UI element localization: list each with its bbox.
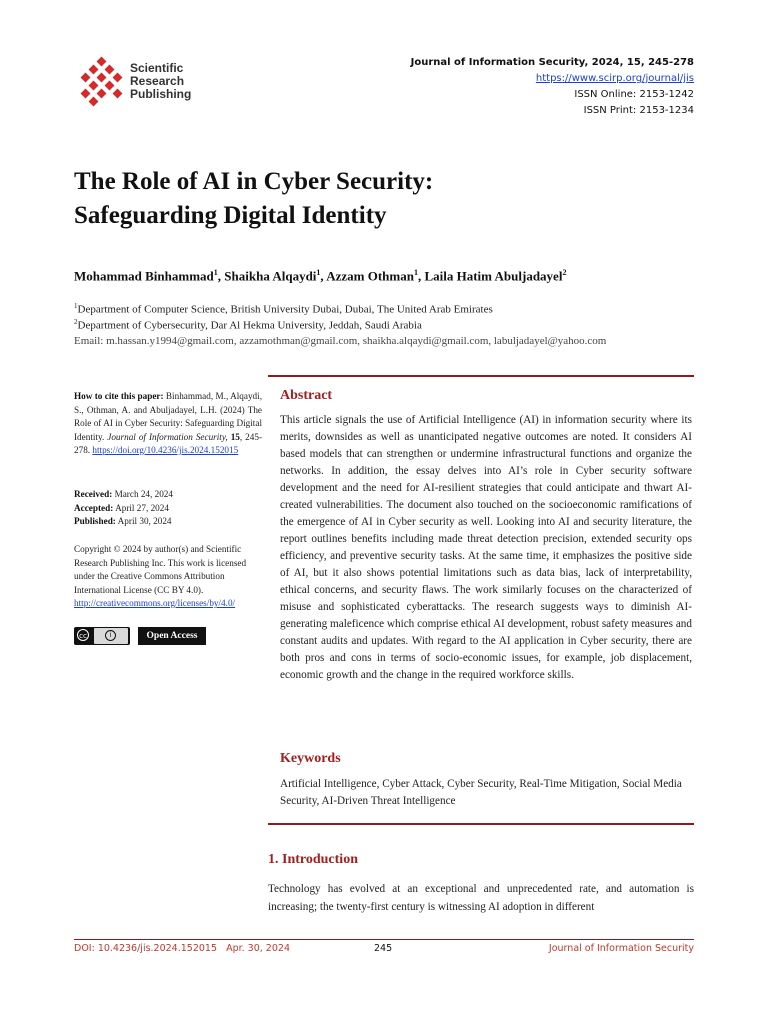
journal-url-link[interactable]: https://www.scirp.org/journal/jis: [535, 73, 694, 84]
abstract-top-rule: [268, 375, 694, 377]
author-name: Shaikha Alqaydi: [224, 268, 317, 284]
author-name: Laila Hatim Abuljadayel: [424, 268, 563, 284]
footer-journal: Journal of Information Security: [548, 943, 694, 954]
issn-online: ISSN Online: 2153-1242: [574, 89, 694, 100]
keywords-heading: Keywords: [280, 751, 341, 766]
section-heading-introduction: 1. Introduction: [268, 852, 358, 867]
journal-header: [411, 55, 694, 119]
affiliation-2: $^2$Department of Cybersecurity, Dar Al Hekma University, Jeddah, Saudi Arabia: [74, 318, 422, 332]
published-date: April 30, 2024: [117, 516, 172, 526]
cc-by-badge-icon[interactable]: cc i: [74, 627, 130, 645]
scirp-diamond-icon: [76, 56, 130, 110]
footer-date: Apr. 30, 2024: [226, 943, 290, 954]
issn-print: ISSN Print: 2153-1234: [583, 105, 694, 116]
received-date: March 24, 2024: [114, 489, 173, 499]
publisher-logo: [76, 56, 206, 112]
journal-citation: Journal of Information Security, 2024, 15, 245-278: [410, 57, 694, 68]
affiliation-1: $^1$Department of Computer Science, British University Dubai, Dubai, The United Arab Emirates: [74, 302, 493, 316]
doi-link[interactable]: https://doi.org/10.4236/jis.2024.152015: [92, 445, 239, 455]
abstract-text: This article signals the use of Artificial Intelligence (AI) in information security where its merits, downsides as well as unanticipated negative outcomes are noted. It considers AI based models that can strengthen or undermine infrastructural functions and organize the networks. In addition, the essay delves into AI’s role in Cyber security software development and the need for AI-resilient strategies that could anticipate and thwart AI-created vulnerabilities. The document also touched on the socioeconomic ramifications of the emergence of AI in Cyber security as well. Looking into AI and security literature, the report outlines benefits including made threat detection precision, extended security ops efficiency, and preventive security tasks. At the same time, it emphasizes the positive side of AI, but it also shows potential limitations such as data bias, lack of interpretability, ethical concerns, and security flaws. The work similarly focuses on the characterized of misuse and sophisticated cyberattacks. The research suggests ways to diminish AI-generating maleficence which comprise ethical AI development, robust safety measures and constant audits and updates. With regard to the AI application in Cyber security, there are both pros and cons in terms of socio-economic issues, for example, job displacement, economic growth and the change in the required workforce skills.: [280, 414, 692, 681]
author-list: Mohammad Binhammad$^1$, Shaikha Alqaydi$^1$, Azzam Othman$^1$, Laila Hatim Abuljadayel$^2$: [74, 268, 567, 284]
keywords-bottom-rule: [268, 823, 694, 825]
copyright-block: Copyright © 2024 by author(s) and Scientific Research Publishing Inc. This work is licensed under the Creative Commons Attribution International License (CC BY 4.0). http://creativecommons.org/licenses/by/4.0/: [74, 544, 247, 608]
paper-title: The Role of AI in Cyber Security: Safeguarding Digital Identity: [74, 168, 434, 229]
author-name: Mohammad Binhammad: [74, 268, 214, 284]
keywords-text: Artificial Intelligence, Cyber Attack, Cyber Security, Real-Time Mitigation, Social Media Security, AI-Driven Threat Intelligence: [280, 778, 682, 807]
page-footer: [74, 939, 694, 956]
how-to-cite: How to cite this paper: Binhammad, M., Alqaydi, S., Othman, A. and Abuljadayel, L.H. (2024) The Role of AI in Cyber Security: Safeguarding Digital Identity. Journal of Information Security, 15, 245-278. https://doi.org/10.4236/jis.2024.152015: [74, 391, 263, 455]
publisher-name: Scientific Research Publishing: [130, 61, 192, 101]
abstract-heading: Abstract: [280, 388, 333, 403]
author-name: Azzam Othman: [326, 268, 414, 284]
introduction-text: Technology has evolved at an exceptional and unprecedented rate, and automation is increasing; the twenty-first century is witnessing AI adoption in different: [268, 883, 694, 913]
page-number: 245: [374, 943, 393, 954]
accepted-date: April 27, 2024: [115, 502, 169, 513]
license-link[interactable]: http://creativecommons.org/licenses/by/4.0/: [74, 598, 236, 608]
email-line: Email: m.hassan.y1994@gmail.com, azzamothman@gmail.com, shaikha.alqaydi@gmail.com, labuljadayel@yahoo.com: [74, 335, 607, 347]
dates-block: Received: March 24, 2024 Accepted: April 27, 2024 Published: April 30, 2024: [74, 489, 173, 526]
open-access-badge: Open Access: [138, 627, 206, 645]
footer-doi: DOI: 10.4236/jis.2024.152015 Apr. 30, 2024: [74, 943, 290, 954]
